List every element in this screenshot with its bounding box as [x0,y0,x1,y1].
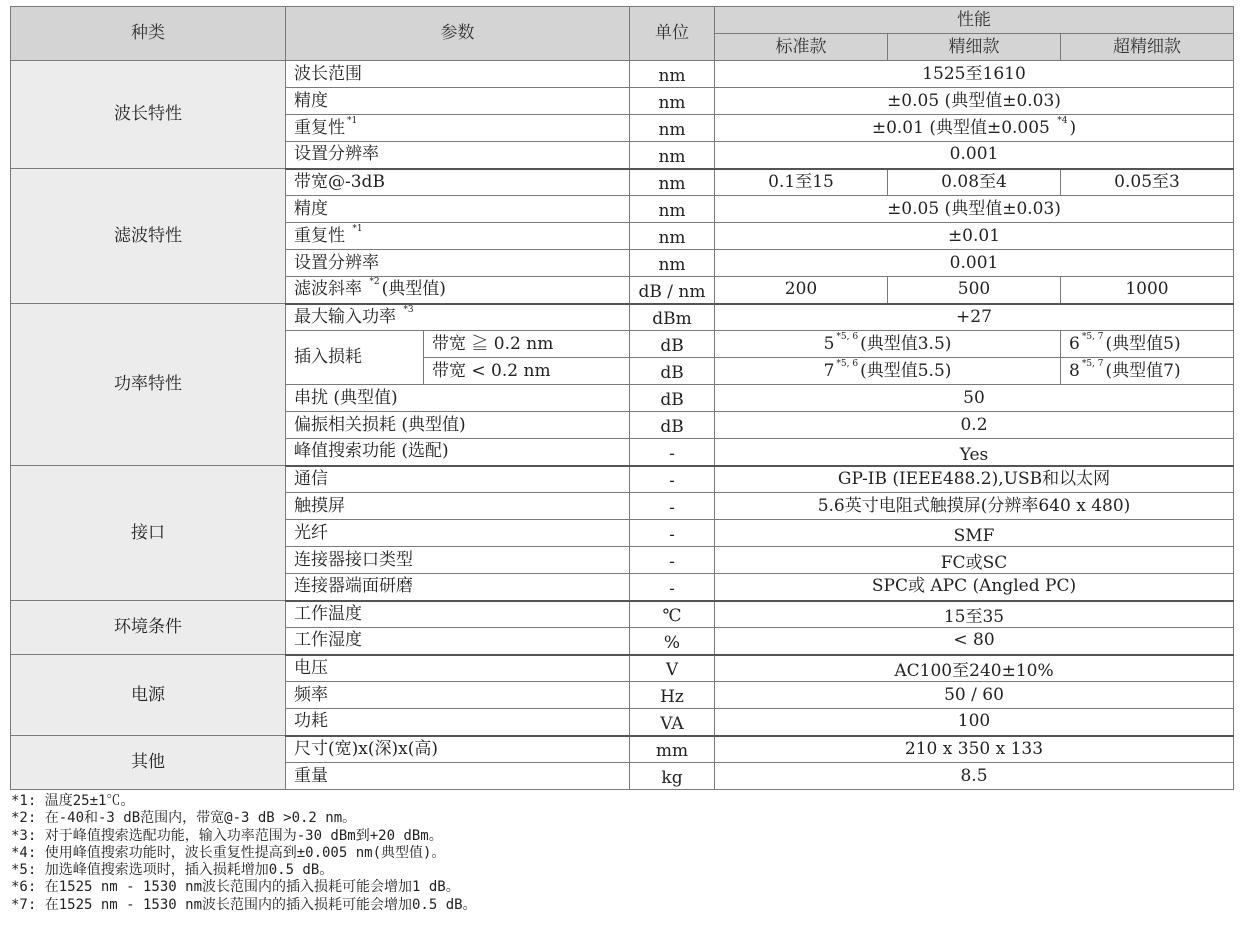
value-cell: SMF [715,520,1234,547]
unit-cell: nm [630,250,715,277]
param-connector: 连接器接口类型 [286,547,630,574]
unit-cell: nm [630,142,715,169]
unit-cell: - [630,520,715,547]
value-text-end: (典型值7) [1105,360,1181,381]
footnote-ref: *5, 7 [1081,331,1104,342]
unit-cell: dB [630,385,715,412]
param-wavelength-accuracy: 精度 [286,88,630,115]
param-crosstalk: 串扰 (典型值) [286,385,630,412]
param-size: 尺寸(宽)x(深)x(高) [286,736,630,763]
value-ultrafine [1061,358,1234,385]
value-text-end: (典型值5) [1105,333,1181,354]
param-filter-accuracy: 精度 [286,196,630,223]
value-fine: 0.08至4 [888,169,1061,196]
value-ultrafine: 0.05至3 [1061,169,1234,196]
header-parameter: 参数 [286,7,630,61]
param-pdl: 偏振相关损耗 (典型值) [286,412,630,439]
param-temperature: 工作温度 [286,601,630,628]
category-power: 功率特性 [11,304,286,466]
footnote-7: *7: 在1525 nm - 1530 nm波长范围内的插入损耗可能会增加0.5 dB。 [11,896,477,913]
value-text: 5 [823,333,835,354]
value-cell: 1525至1610 [715,61,1234,88]
unit-cell: dBm [630,304,715,331]
unit-cell: dB [630,412,715,439]
spec-table [10,6,1234,790]
value-text-end: (典型值5.5) [860,360,952,381]
unit-cell: nm [630,115,715,142]
footnote-ref: *1 [352,223,363,234]
param-comm: 通信 [286,466,630,493]
header-unit: 单位 [630,7,715,61]
footnote-6: *6: 在1525 nm - 1530 nm波长范围内的插入损耗可能会增加1 dB。 [11,879,460,896]
condition-narrow: 带宽 < 0.2 nm [424,358,630,385]
footnote-ref: *4 [1057,115,1068,126]
value-cell: GP-IB (IEEE488.2),USB和以太网 [715,466,1234,493]
param-wavelength-resolution: 设置分辨率 [286,142,630,169]
param-frequency: 频率 [286,682,630,709]
param-consumption: 功耗 [286,709,630,736]
value-cell [715,115,1234,142]
param-touchscreen: 触摸屏 [286,493,630,520]
value-cell: 5.6英寸电阻式触摸屏(分辨率640 x 480) [715,493,1234,520]
param-text-end: (典型值) [381,279,446,300]
unit-cell: - [630,466,715,493]
value-cell: 50 / 60 [715,682,1234,709]
footnote-ref: *3 [403,304,414,315]
unit-cell: nm [630,61,715,88]
unit-cell: - [630,547,715,574]
value-cell: 0.2 [715,412,1234,439]
category-power-supply: 电源 [11,655,286,736]
value-cell: ±0.01 [715,223,1234,250]
unit-cell: dB [630,358,715,385]
unit-cell: kg [630,763,715,790]
footnote-ref: *1 [347,115,358,126]
category-filter: 滤波特性 [11,169,286,304]
param-insertion-loss: 插入损耗 [286,331,424,385]
footnotes [11,793,477,914]
category-wavelength: 波长特性 [11,61,286,169]
value-text-end: (典型值3.5) [860,333,952,354]
unit-cell: - [630,493,715,520]
header-model-fine: 精细款 [888,34,1061,61]
unit-cell: dB / nm [630,277,715,304]
category-interface: 接口 [11,466,286,601]
value-cell: 210 x 350 x 133 [715,736,1234,763]
unit-cell: Hz [630,682,715,709]
param-bandwidth: 带宽@-3dB [286,169,630,196]
value-standard-fine [715,358,1061,385]
value-cell: 15至35 [715,601,1234,628]
value-cell: 100 [715,709,1234,736]
value-cell: 0.001 [715,142,1234,169]
footnote-ref: *5, 7 [1081,358,1104,369]
value-text-end: ) [1069,117,1077,138]
param-peak-search: 峰值搜索功能 (选配) [286,439,630,466]
footnote-4: *4: 使用峰值搜索功能时，波长重复性提高到±0.005 nm(典型值)。 [11,844,446,861]
unit-cell: VA [630,709,715,736]
value-cell: SPC或 APC (Angled PC) [715,574,1234,601]
unit-cell: V [630,655,715,682]
param-fiber: 光纤 [286,520,630,547]
value-cell: 8.5 [715,763,1234,790]
footnote-ref: *2 [369,277,380,288]
param-voltage: 电压 [286,655,630,682]
unit-cell: dB [630,331,715,358]
value-fine: 500 [888,277,1061,304]
footnote-2: *2: 在-40和-3 dB范围内，带宽@-3 dB >0.2 nm。 [11,810,357,827]
param-polish: 连接器端面研磨 [286,574,630,601]
header-performance: 性能 [715,7,1234,34]
value-standard: 200 [715,277,888,304]
unit-cell: ℃ [630,601,715,628]
param-filter-resolution: 设置分辨率 [286,250,630,277]
value-cell: < 80 [715,628,1234,655]
param-wavelength-range: 波长范围 [286,61,630,88]
footnote-5: *5: 加选峰值搜索选项时，插入损耗增加0.5 dB。 [11,862,334,879]
category-other: 其他 [11,736,286,790]
value-cell: AC100至240±10% [715,655,1234,682]
unit-cell: - [630,439,715,466]
unit-cell: nm [630,196,715,223]
param-weight: 重量 [286,763,630,790]
category-environment: 环境条件 [11,601,286,655]
param-text: 滤波斜率 [294,279,362,300]
value-cell: +27 [715,304,1234,331]
value-cell: Yes [715,439,1234,466]
footnote-ref: *5, 6 [836,358,859,369]
param-text: 重复性 [294,117,345,138]
param-wavelength-repeatability [286,115,630,142]
header-model-ultrafine: 超精细款 [1061,34,1234,61]
value-text: 7 [823,360,835,381]
footnote-ref: *5, 6 [836,331,859,342]
value-cell: 0.001 [715,250,1234,277]
value-text: 6 [1069,333,1080,354]
value-standard-fine [715,331,1061,358]
value-cell: FC或SC [715,547,1234,574]
value-cell: 50 [715,385,1234,412]
value-ultrafine [1061,331,1234,358]
header-category: 种类 [11,7,286,61]
unit-cell: - [630,574,715,601]
param-humidity: 工作湿度 [286,628,630,655]
footnote-3: *3: 对于峰值搜索选配功能，输入功率范围为-30 dBm到+20 dBm。 [11,827,443,844]
value-standard: 0.1至15 [715,169,888,196]
param-text: 最大输入功率 [294,306,396,327]
value-text: 8 [1069,360,1080,381]
unit-cell: nm [630,169,715,196]
param-text: 重复性 [294,225,345,246]
unit-cell: mm [630,736,715,763]
value-ultrafine: 1000 [1061,277,1234,304]
value-cell: ±0.05 (典型值±0.03) [715,88,1234,115]
unit-cell: nm [630,223,715,250]
param-max-input [286,304,630,331]
param-filter-repeatability [286,223,630,250]
unit-cell: % [630,628,715,655]
unit-cell: nm [630,88,715,115]
value-cell: ±0.05 (典型值±0.03) [715,196,1234,223]
condition-wide: 带宽 ≧ 0.2 nm [424,331,630,358]
header-model-standard: 标准款 [715,34,888,61]
footnote-1: *1: 温度25±1℃。 [11,793,135,809]
value-text: ±0.01 (典型值±0.005 [871,117,1050,138]
param-filter-slope [286,277,630,304]
